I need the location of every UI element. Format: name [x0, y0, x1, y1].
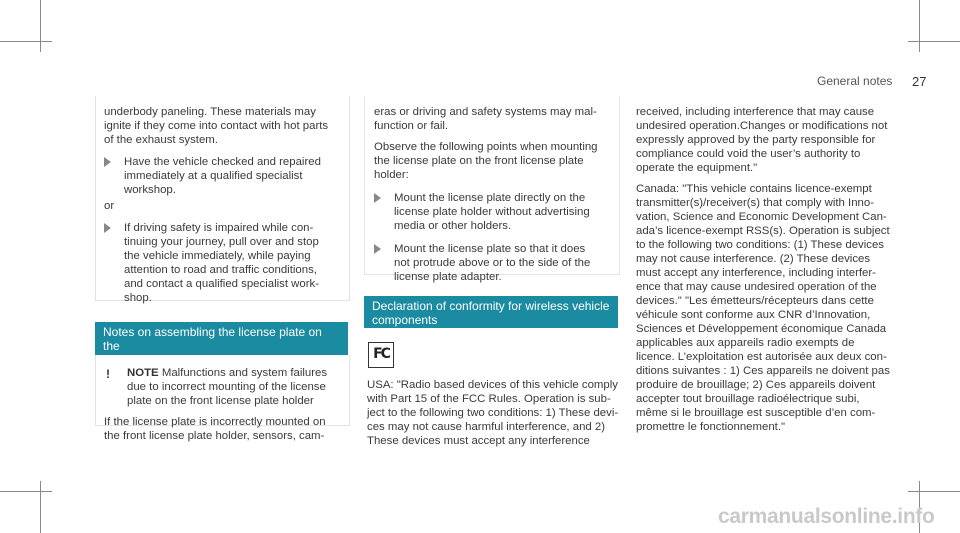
section-heading: Notes on assembling the license plate on the front license plate holder [95, 322, 348, 355]
col3-text: received, including interference that may cause undesired operation.Changes or modifications not expressly approved by the party responsible for compliance could void the user’s authority to operate the equipment." Canada: "This vehicle contains licence-exempt transmitter(s)/receiver(s) that comply with Inno- vation, Science and Economic Development Can- ada’s licence-exempt RSS(s). Operation is subject to the following two conditions: (1) These devices may not cause interference. (2) These devices must accept any interference, including interfer- ence that may cause undesired operation of the devices." "Les émetteurs/récepteurs dans cette véhicule sont conforme aux CNR d’Innovation, Sciences et Développement économique Canada applicables aux appareils radio exempts de licence. L’exploitation est autorisée aux deux con- ditions suivantes : 1) Ces appareils ne doivent pas produire de brouillage; 2) Ces appareils doivent accepter tout brouillage radioélectrique subi, même si le brouillage est susceptible d’en com- promettre le fonctionnement." [636, 106, 890, 433]
running-header: General notes [817, 74, 893, 88]
bullet-arrow-icon [374, 193, 381, 203]
usa-statement: USA: "Radio based devices of this vehicle comply with Part 15 of the FCC Rules. Operation is sub- ject to the following two conditions: 1) These devi- ces may not cause harmful interference, and 2) These devices must accept any interference [367, 379, 619, 447]
page-number: 27 [912, 74, 927, 89]
bullet-item: Mount the license plate directly on the license plate holder without advertising media or other holders. [374, 191, 616, 233]
text-line: ignite if they come into contact with hot parts [104, 120, 329, 132]
section-heading: Declaration of conformity for wireless vehicle components [364, 296, 618, 328]
note-body: If the license plate is incorrectly mounted on the front license plate holder, sensors, cam- [104, 416, 326, 442]
bullet-item: If driving safety is impaired while con- tinuing your journey, pull over and stop the vehicle immediately, while paying attention to road and traffic conditions, and contact a qualified specialist work- shop. [104, 221, 346, 305]
exclamation-icon: ! [106, 367, 110, 381]
col2-warning: eras or driving and safety systems may mal- function or fail. Observe the following points when mounting the license plate on the front license plate holder: Mount the license plate directly on the license plate holder without advertising media or other holders. Mount the license plate so that it does not protrude above or to the side of the license plate adapter. [374, 105, 616, 284]
bullet-item: Mount the license plate so that it does not protrude above or to the side of the license plate adapter. [374, 242, 616, 284]
bullet-arrow-icon [374, 244, 381, 254]
text-line: of the exhaust system. [104, 134, 218, 146]
fcc-logo-icon: FC [368, 342, 394, 368]
col1-warning [104, 105, 346, 305]
bullet-arrow-icon [104, 223, 111, 233]
text-line: underbody paneling. These materials may [104, 106, 316, 118]
or-text: or [104, 200, 115, 212]
bullet-item: Have the vehicle checked and repaired immediately at a qualified specialist workshop. [104, 155, 346, 197]
watermark: carmanualsonline.info [718, 505, 935, 528]
bullet-arrow-icon [104, 157, 111, 167]
note-text: NOTE Malfunctions and system failures due to incorrect mounting of the license plate on the front license plate holder [127, 367, 328, 407]
